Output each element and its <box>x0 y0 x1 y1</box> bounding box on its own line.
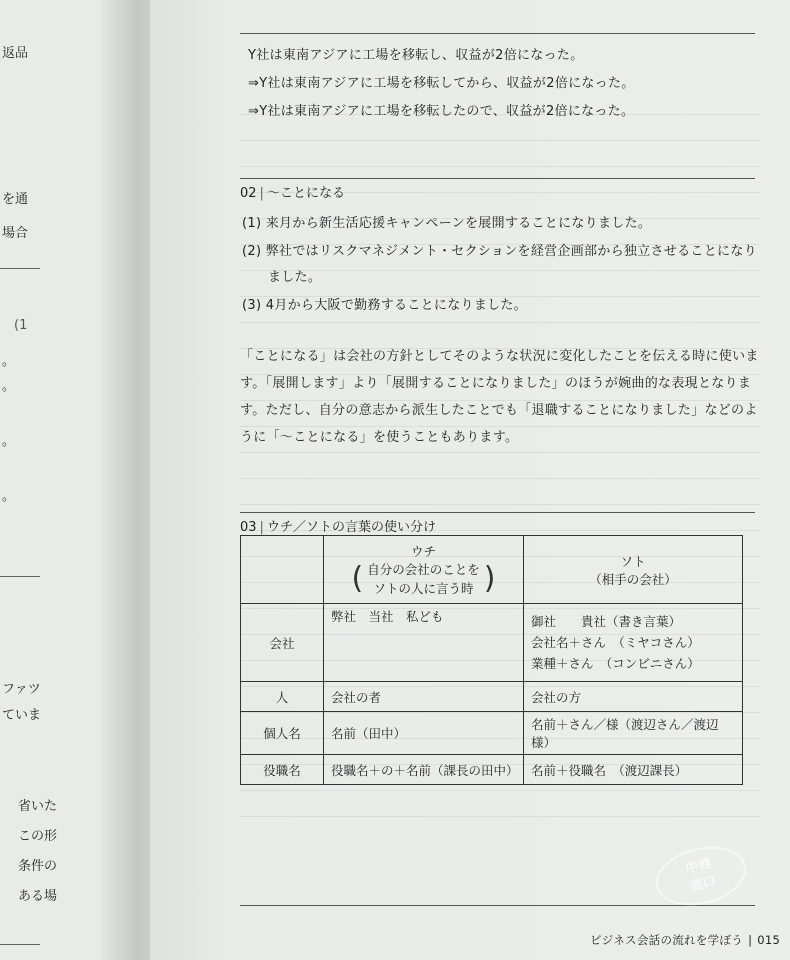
left-page-fragment: 。 <box>2 489 16 504</box>
uchi-header-note: ( 自分の会社のことを ソトの人に言う時 ) <box>351 560 496 596</box>
left-page-fragment: 省いた <box>18 799 58 814</box>
left-page-fragment: ある場 <box>18 889 58 904</box>
left-page-rule <box>0 944 40 945</box>
section-02-heading: 02 | 〜ことになる <box>240 186 345 201</box>
uchi-cell: 役職名＋の＋名前（課長の田中） <box>324 755 524 785</box>
left-page-fragment: ファツ <box>2 682 41 697</box>
table-row <box>241 712 743 755</box>
uchi-header-cell <box>324 536 524 604</box>
bottom-rule <box>240 905 755 906</box>
uchi-header-title: ウチ <box>410 543 436 559</box>
example-line-2: ⇒Y社は東南アジアに工場を移転してから、収益が2倍になった。 <box>248 76 635 91</box>
soto-cell <box>524 604 743 682</box>
top-rule <box>240 33 755 34</box>
footer-title: ビジネス会話の流れを学ぼう <box>590 933 744 947</box>
soto-cell-line: 会社名＋さん （ミヤコさん） <box>531 635 700 650</box>
soto-header-title: ソト <box>620 553 646 569</box>
example-line-3: ⇒Y社は東南アジアに工場を移転したので、収益が2倍になった。 <box>248 104 635 119</box>
section-03-rule <box>240 512 755 513</box>
section-02-example-2a: (2) 弊社ではリスクマネジメント・セクションを経営企画部から独立させることになり <box>242 244 757 259</box>
left-page-fragment: 。 <box>2 354 16 369</box>
section-02-title: 〜ことになる <box>266 186 345 201</box>
left-page-fragment: (1 <box>14 318 28 333</box>
section-03-number: 03 <box>240 520 257 535</box>
left-page-fragment: 条件の <box>18 859 58 874</box>
row-label: 人 <box>241 682 324 712</box>
soto-header-note: （相手の会社） <box>589 571 677 587</box>
page-footer: ビジネス会話の流れを学ぼう | 015 <box>590 933 781 947</box>
section-02-explanation: 「ことになる」は会社の方針としてそのような状況に変化したことを伝える時に使います。「展開します」より「展開することになりました」のほうが婉曲的な表現となります。ただし、自分の意志から派生したことでも「退職することになりました」などのように「〜ことになる」を使うこともあります。 <box>240 349 759 445</box>
left-page-fragment: 。 <box>2 434 16 449</box>
watermark-stamp: 中商 進口 <box>650 838 753 915</box>
left-page-fragment: ていま <box>2 708 42 723</box>
soto-cell: 名前＋さん／様（渡辺さん／渡辺様） <box>524 712 743 755</box>
section-02-example-2b: ました。 <box>268 270 322 285</box>
soto-cell-line: 業種＋さん （コンビニさん） <box>531 656 700 671</box>
left-page-fragment: 場合 <box>2 226 29 241</box>
table-header-row <box>241 536 743 604</box>
uchi-cell: 弊社 当社 私ども <box>324 604 524 682</box>
row-label: 個人名 <box>241 712 324 755</box>
soto-cell: 名前＋役職名 （渡辺課長） <box>524 755 743 785</box>
left-page-fragment: 返品 <box>2 46 29 61</box>
soto-cell: 会社の方 <box>524 682 743 712</box>
table-row <box>241 682 743 712</box>
section-02-example-3: (3) 4月から大阪で勤務することになりました。 <box>242 298 528 313</box>
table-corner-cell <box>241 536 324 604</box>
left-page-rule <box>0 268 40 269</box>
row-label: 役職名 <box>241 755 324 785</box>
example-line-1: Y社は東南アジアに工場を移転し、収益が2倍になった。 <box>248 48 584 63</box>
section-02-example-1: (1) 来月から新生活応援キャンペーンを展開することになりました。 <box>242 216 652 231</box>
row-label: 会社 <box>241 604 324 682</box>
soto-cell-line: 御社 貴社（書き言葉） <box>531 614 682 629</box>
table-row <box>241 604 743 682</box>
left-page-fragment: を通 <box>2 192 29 207</box>
section-02-number: 02 <box>240 186 257 201</box>
section-03-title: ウチ／ソトの言葉の使い分け <box>266 520 436 535</box>
left-facing-page <box>0 0 112 960</box>
uchi-header-note-line-1: 自分の会社のことを <box>367 561 480 577</box>
left-page-fragment: 。 <box>2 379 16 394</box>
soto-header-cell <box>524 536 743 604</box>
section-02-rule <box>240 178 755 179</box>
section-03-heading: 03 | ウチ／ソトの言葉の使い分け <box>240 520 436 535</box>
uchi-soto-table <box>240 535 743 785</box>
uchi-cell: 名前（田中） <box>324 712 524 755</box>
left-page-fragment: この形 <box>18 829 58 844</box>
page-number: 015 <box>757 933 781 947</box>
uchi-header-note-line-2: ソトの人に言う時 <box>373 580 474 596</box>
uchi-cell: 会社の者 <box>324 682 524 712</box>
left-page-rule <box>0 576 40 577</box>
table-row <box>241 755 743 785</box>
